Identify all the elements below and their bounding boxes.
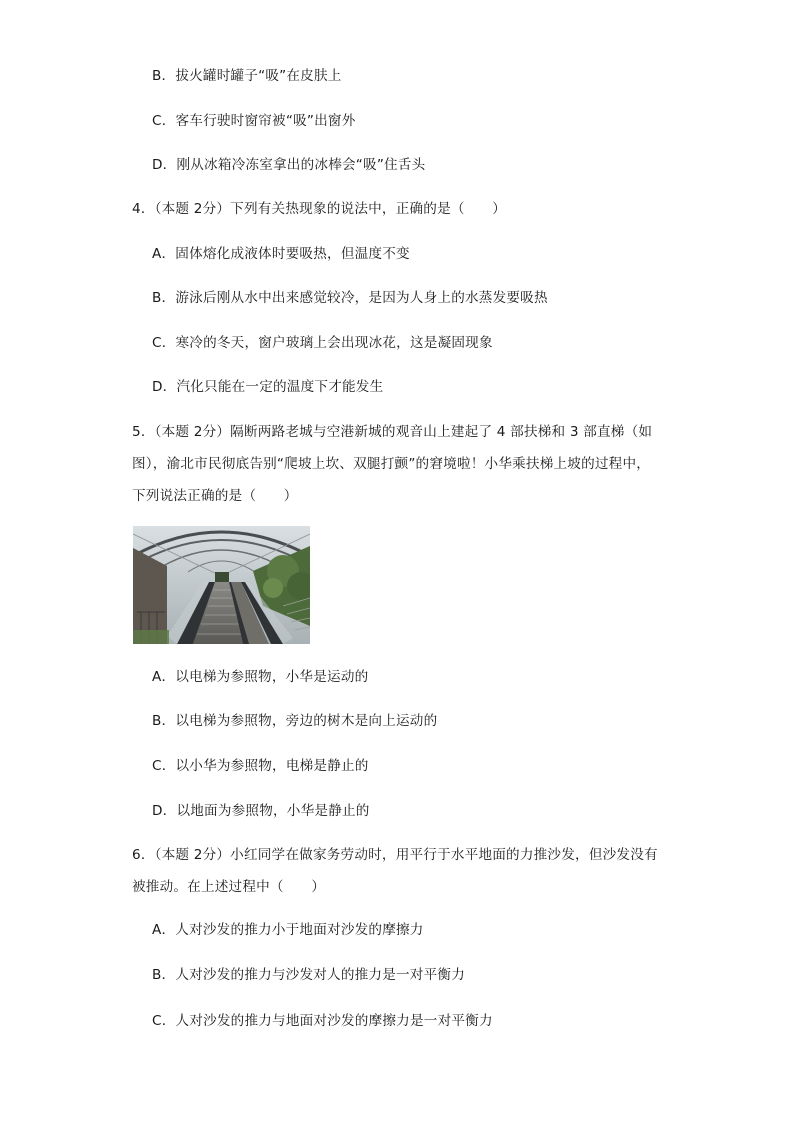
q6-option-c: C．人对沙发的推力与地面对沙发的摩擦力是一对平衡力 — [152, 1013, 493, 1029]
q3-option-c: C．客车行驶时窗帘被“吸”出窗外 — [152, 113, 356, 129]
escalator-photo — [133, 526, 310, 644]
q5-option-b: B．以电梯为参照物，旁边的树木是向上运动的 — [152, 713, 438, 729]
q6-option-a: A．人对沙发的推力小于地面对沙发的摩擦力 — [152, 922, 424, 938]
q6-stem-line-2: 被推动。在上述过程中（ ） — [132, 879, 326, 895]
q3-option-d: D．刚从冰箱冷冻室拿出的冰棒会“吸”住舌头 — [152, 157, 426, 173]
q5-option-c: C．以小华为参照物，电梯是静止的 — [152, 758, 369, 774]
q4-option-a: A．固体熔化成液体时要吸热，但温度不变 — [152, 246, 410, 262]
q4-option-c: C．寒冷的冬天，窗户玻璃上会出现冰花，这是凝固现象 — [152, 335, 493, 351]
q5-option-d: D．以地面为参照物，小华是静止的 — [152, 803, 370, 819]
q6-stem-line-1: 6．（本题 2分）小红同学在做家务劳动时，用平行于水平地面的力推沙发，但沙发没有 — [132, 847, 658, 863]
q5-option-a: A．以电梯为参照物，小华是运动的 — [152, 669, 369, 685]
q5-stem-line-3: 下列说法正确的是（ ） — [132, 488, 298, 504]
q5-stem-line-1: 5．（本题 2分）隔断两路老城与空港新城的观音山上建起了 4 部扶梯和 3 部直梯（如 — [132, 424, 653, 440]
q4-option-b: B．游泳后刚从水中出来感觉较冷，是因为人身上的水蒸发要吸热 — [152, 290, 548, 306]
q5-stem-line-2: 图），渝北市民彻底告别“爬坡上坎、双腿打颤”的窘境啦！小华乘扶梯上坡的过程中， — [132, 456, 651, 472]
q6-option-b: B．人对沙发的推力与沙发对人的推力是一对平衡力 — [152, 967, 465, 983]
q3-option-b: B．拔火罐时罐子“吸”在皮肤上 — [152, 68, 342, 84]
q4-stem: 4．（本题 2分）下列有关热现象的说法中，正确的是（ ） — [132, 201, 507, 217]
q4-option-d: D．汽化只能在一定的温度下才能发生 — [152, 379, 384, 395]
